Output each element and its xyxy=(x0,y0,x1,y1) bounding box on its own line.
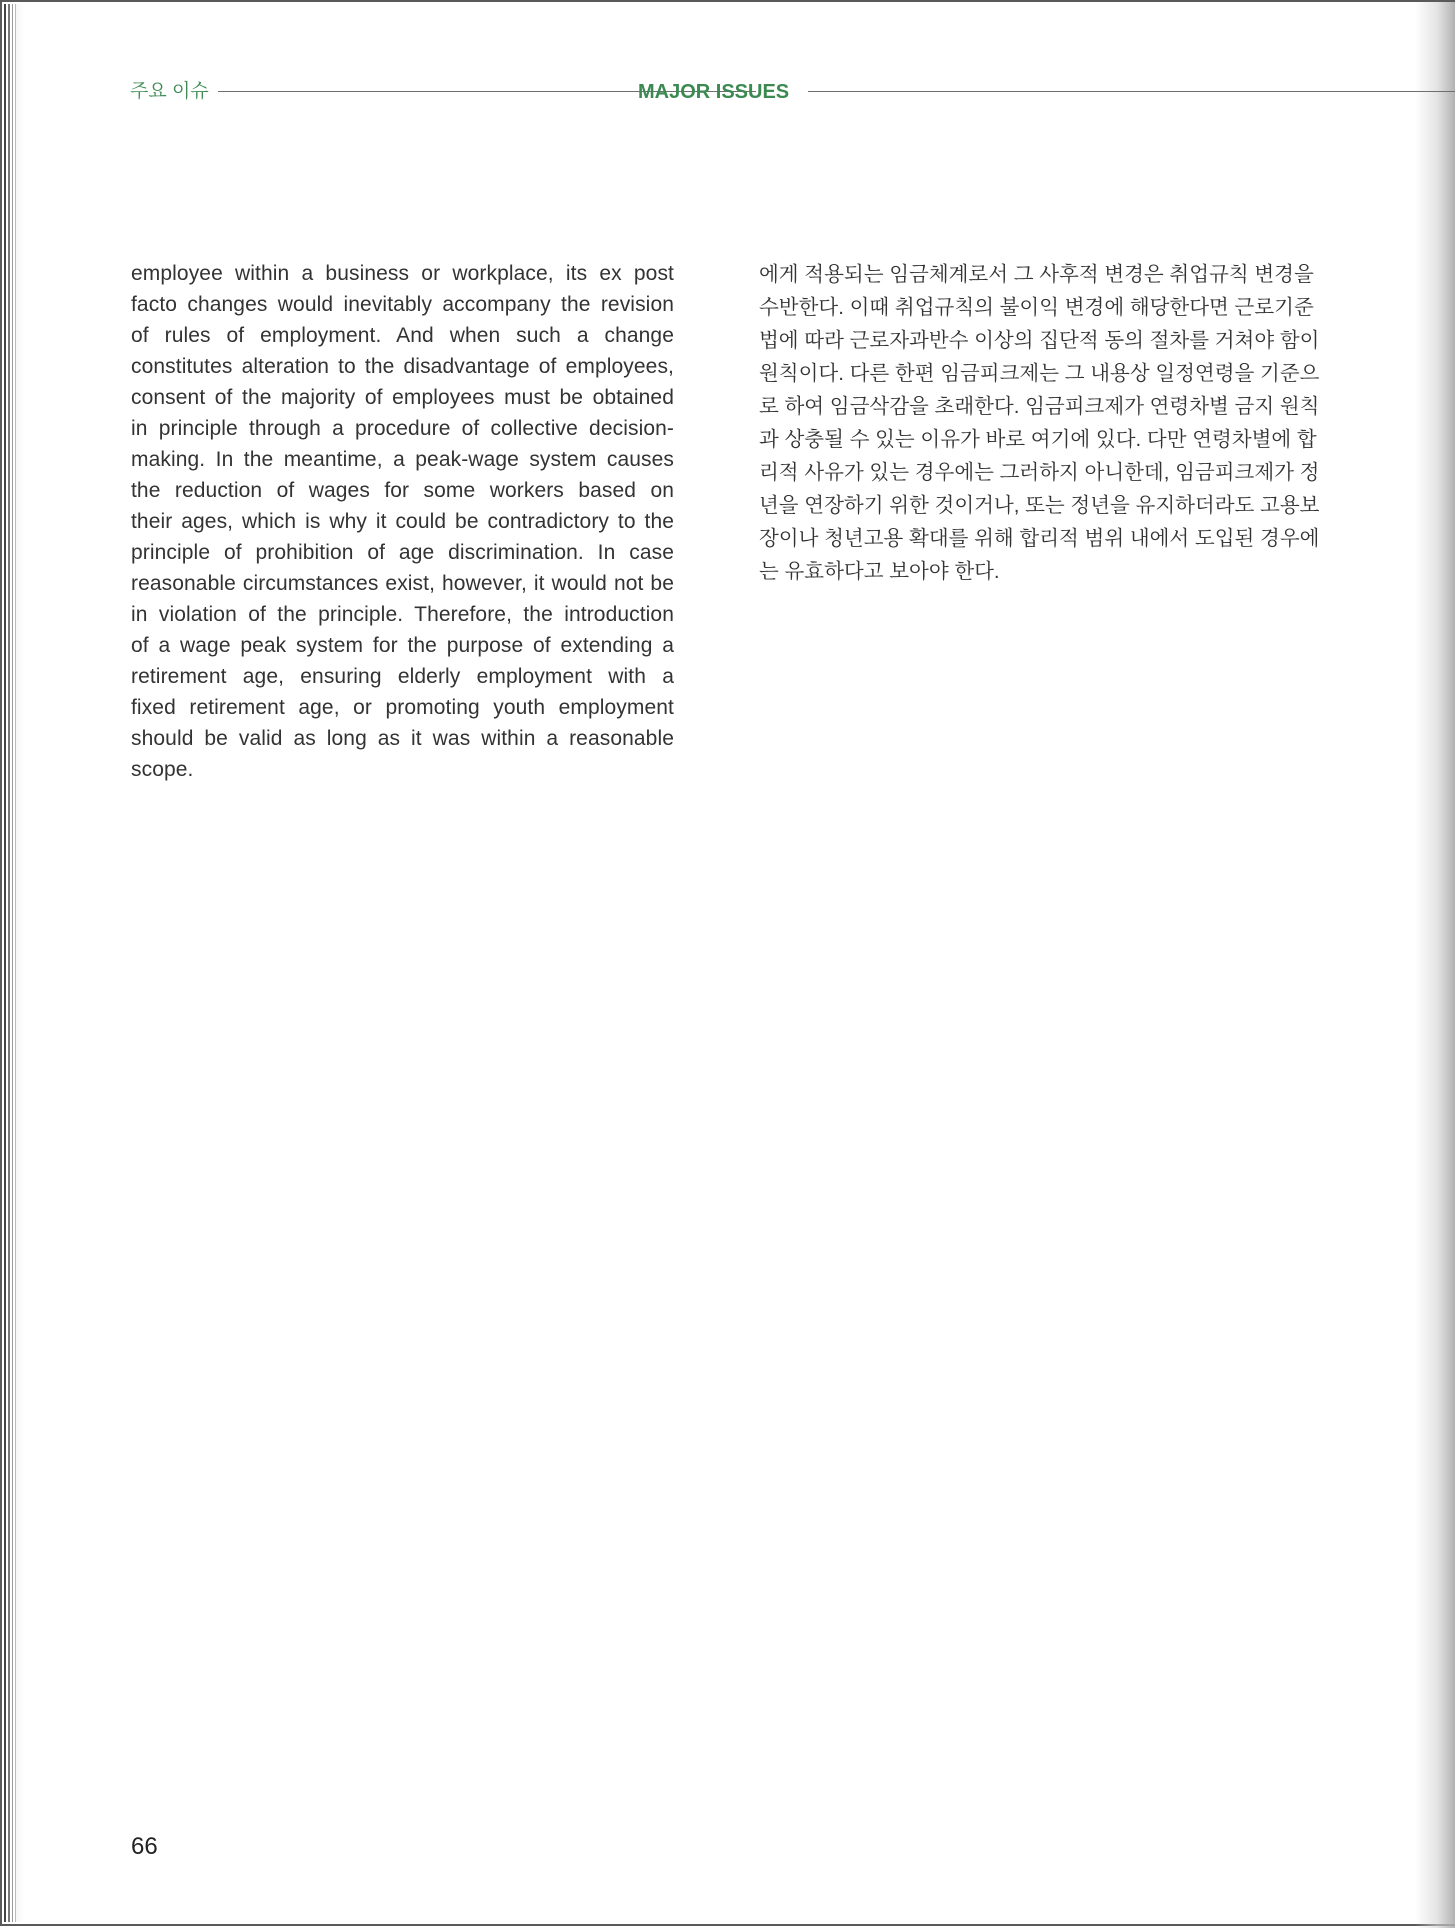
english-line: facto changes would inevitably accompany the revision xyxy=(131,293,674,316)
english-line: principle of prohibition of age discrimination. In case xyxy=(131,541,674,564)
english-line: fixed retirement age, or promoting youth employment xyxy=(131,696,674,719)
korean-line: 는 유효하다고 보아야 한다. xyxy=(759,560,1000,583)
korean-line: 과 상충될 수 있는 이유가 바로 여기에 있다. 다만 연령차별에 합 xyxy=(759,428,1317,451)
english-column xyxy=(131,258,674,785)
english-line: making. In the meantime, a peak-wage system causes xyxy=(131,448,674,471)
page-number: 66 xyxy=(131,1833,158,1860)
korean-line: 장이나 청년고용 확대를 위해 합리적 범위 내에서 도입된 경우에 xyxy=(759,527,1320,550)
korean-line: 년을 연장하기 위한 것이거나, 또는 정년을 유지하더라도 고용보 xyxy=(759,494,1320,517)
korean-line: 에게 적용되는 임금체계로서 그 사후적 변경은 취업규칙 변경을 xyxy=(759,263,1314,286)
section-title-english: MAJOR ISSUES xyxy=(638,81,790,103)
english-line: their ages, which is why it could be contradictory to the xyxy=(131,510,674,533)
english-line: in violation of the principle. Therefore, the introduction xyxy=(131,603,674,626)
korean-line: 리적 사유가 있는 경우에는 그러하지 아니한데, 임금피크제가 정 xyxy=(759,461,1320,484)
english-line: scope. xyxy=(131,758,194,781)
english-line: reasonable circumstances exist, however, it would not be xyxy=(131,572,674,595)
english-line: of a wage peak system for the purpose of extending a xyxy=(131,634,674,657)
section-title-korean: 주요 이슈 xyxy=(130,81,209,102)
english-line: constitutes alteration to the disadvantage of employees, xyxy=(131,355,674,378)
english-line: should be valid as long as it was within a reasonable xyxy=(131,727,674,750)
korean-line: 수반한다. 이때 취업규칙의 불이익 변경에 해당한다면 근로기준 xyxy=(759,296,1314,319)
korean-line: 로 하여 임금삭감을 초래한다. 임금피크제가 연령차별 금지 원칙 xyxy=(759,395,1320,418)
running-header xyxy=(130,80,1455,104)
english-line: the reduction of wages for some workers based on xyxy=(131,479,674,502)
header-rule-right xyxy=(808,91,1455,92)
korean-line: 법에 따라 근로자과반수 이상의 집단적 동의 절차를 거쳐야 함이 xyxy=(759,329,1320,352)
korean-line: 원칙이다. 다른 한편 임금피크제는 그 내용상 일정연령을 기준으 xyxy=(759,362,1320,385)
book-binding-edge xyxy=(4,4,24,1922)
english-line: consent of the majority of employees must be obtained xyxy=(131,386,674,409)
english-line: retirement age, ensuring elderly employment with a xyxy=(131,665,674,688)
english-line: of rules of employment. And when such a change xyxy=(131,324,674,347)
english-line: employee within a business or workplace, its ex post xyxy=(131,262,674,285)
page-curl-shadow xyxy=(1415,2,1455,1928)
korean-column xyxy=(759,258,1320,588)
english-line: in principle through a procedure of collective decision- xyxy=(131,417,674,440)
